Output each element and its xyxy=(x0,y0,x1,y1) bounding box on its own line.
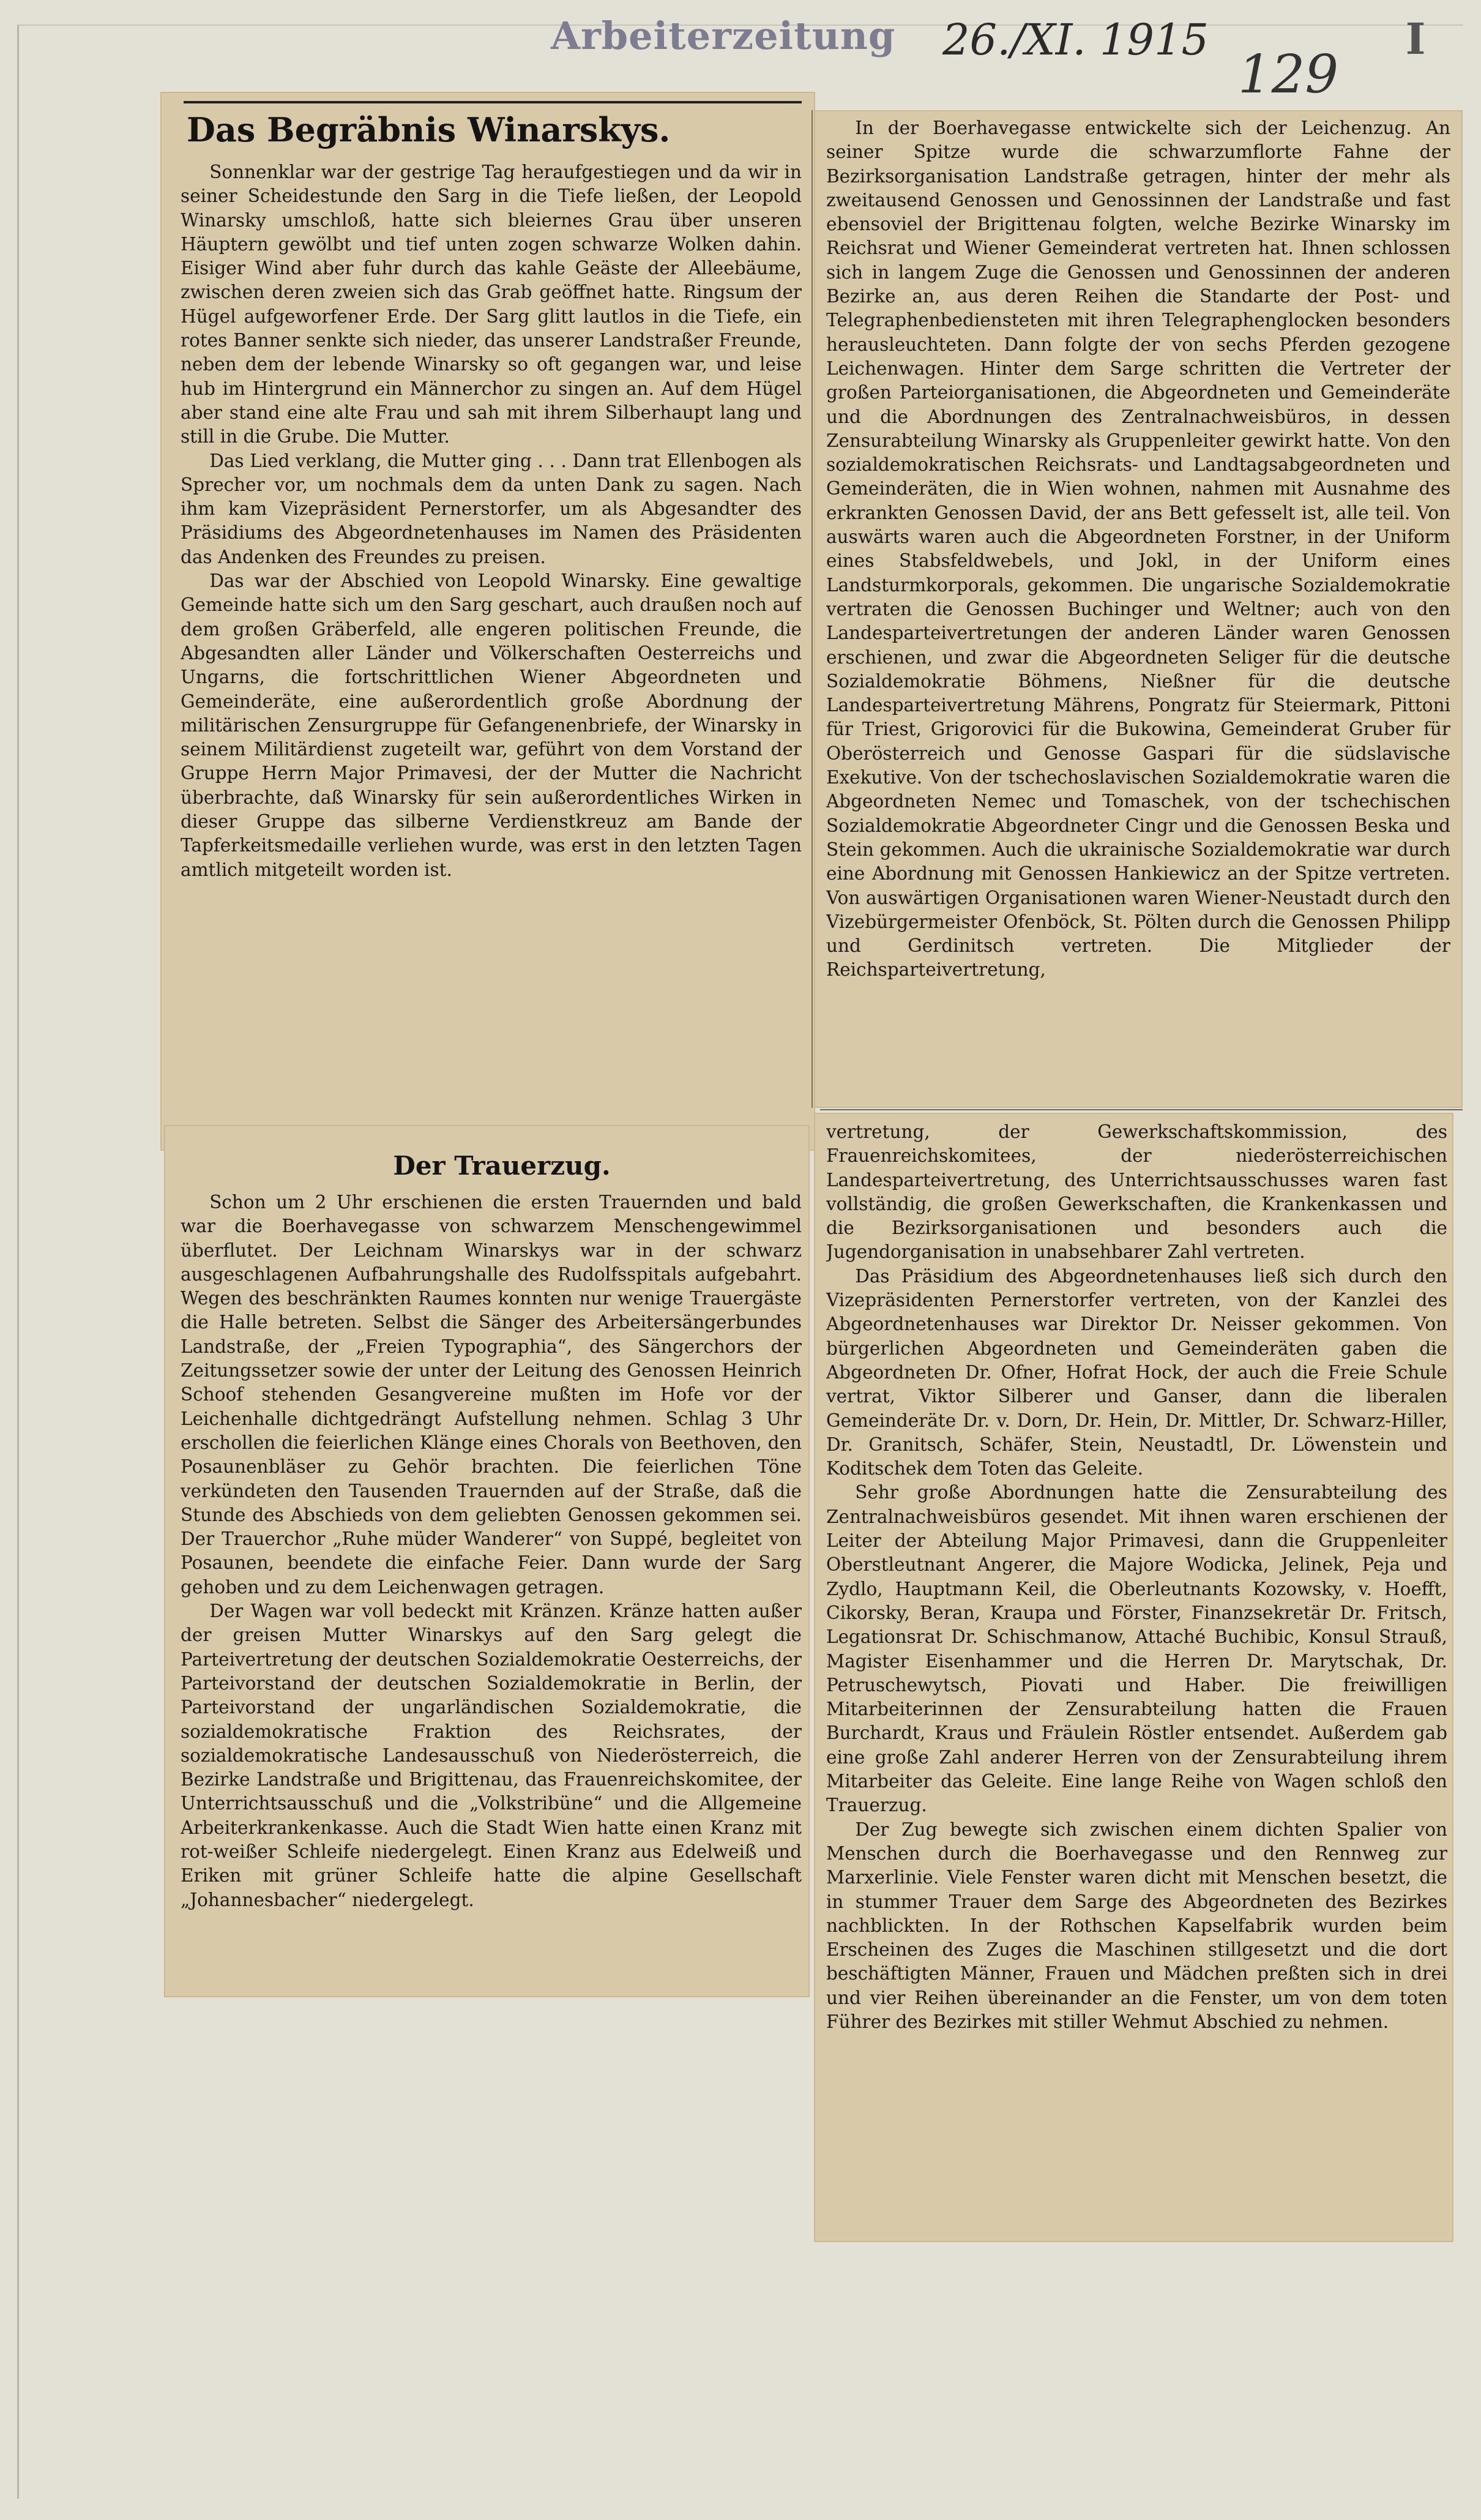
folio-mark: I xyxy=(1405,13,1426,64)
paragraph: Das war der Abschied von Leopold Winarsky. Eine gewaltige Gemeinde hatte sich um den Sarg geschart, auch draußen noch auf dem großen Gräberfeld, alle engeren politischen Freunde, die Abgesandten aller Länder und Völkerschaften Oesterreichs und Ungarns, die fortschrittlichen Wiener Abgeordneten und Gemeinderäte, eine außerordentlich große Abordnung der militärischen Zensurgruppe für Gefangenenbriefe, der Winarsky in seinem Militärdienst zugeteilt war, geführt von dem Vorstand der Gruppe Herrn Major Primavesi, der der Mutter die Nachricht überbrachte, daß Winarsky für sein außerordentliches Wirken in dieser Gruppe das silberne Verdienstkreuz am Bande der Tapferkeitsmedaille verliehen wurde, was erst in den letzten Tagen amtlich mitgeteilt worden ist. xyxy=(181,570,802,880)
article-column-3 xyxy=(826,116,1450,1102)
paragraph: Das Lied verklang, die Mutter ging . . . Dann trat Ellenbogen als Sprecher vor, um nochmals dem da unten Dank zu sagen. Nach ihm kam Vizepräsident Pernerstorfer, um als Abgesandter des Präsidiums des Abgeordnetenhauses im Namen des Präsidenten das Andenken des Freundes zu preisen. xyxy=(181,450,802,567)
section-heading: Der Trauerzug. xyxy=(393,1151,611,1181)
paragraph: Der Zug bewegte sich zwischen einem dichten Spalier von Menschen durch die Boerhavegasse und den Rennweg zur Marxerlinie. Viele Fenster waren dicht mit Menschen besetzt, die in stummer Trauer dem Sarge des Abgeordneten des Bezirkes nachblickten. In der Rothschen Kapselfabrik wurden beim Erscheinen des Zuges die Maschinen stillgesetzt und die dort beschäftigten Männer, Frauen und Mädchen preßten sich in drei und vier Reihen übereinander an die Fenster, um von dem toten Führer des Bezirkes mit stiller Wehmut Abschied zu nehmen. xyxy=(826,1819,1447,2032)
handwritten-date: 26./XI. 1915 xyxy=(942,15,1209,65)
paragraph: vertretung, der Gewerkschaftskommission, des Frauenreichskomitees, der niederösterreichischen Landesparteivertretung, des Unterrichtsausschusses waren fast vollständig, die großen Gewerkschaften, die Krankenkassen und die Bezirksorganisationen und besonders auch die Jugendorganisation in unabsehbarer Zahl vertreten. xyxy=(826,1121,1447,1263)
paragraph: Sonnenklar war der gestrige Tag heraufgestiegen und da wir in seiner Scheidestunde den Sarg in die Tiefe ließen, der Leopold Winarsky umschloß, hatte sich bleiernes Grau über unseren Häuptern gewölbt und tief unten zogen schwarze Wolken dahin. Eisiger Wind aber fuhr durch das kahle Geäste der Alleebäume, zwischen deren zweien sich das Grab geöffnet hatte. Ringsum der Hügel aufgeworfener Erde. Der Sarg glitt lautlos in die Tiefe, ein rotes Banner senkte sich nieder, das unserer Landstraßer Freunde, neben dem der lebende Winarsky so oft gegangen war, und leise hub im Hintergrund ein Männerchor zu singen an. Auf dem Hügel aber stand eine alte Frau und sah mit ihrem Silberhaupt lang und still in die Grube. Die Mutter. xyxy=(181,162,802,447)
paragraph: Der Wagen war voll bedeckt mit Kränzen. Kränze hatten außer der greisen Mutter Winarskys auf den Sarg gelegt die Parteivertretung der deutschen Sozialdemokratie Oesterreichs, der Parteivorstand der deutschen Sozialdemokratie in Berlin, der Parteivorstand der ungarländischen Sozialdemokratie, die sozialdemokratische Fraktion des Reichsrates, der sozialdemokratische Landesausschuß von Niederösterreich, die Bezirke Landstraße und Brigittenau, das Frauenreichskomitee, der Unterrichtsausschuß und die „Volkstribüne“ und die Allgemeine Arbeiterkrankenkasse. Auch die Stadt Wien hatte einen Kranz mit rot-weißer Schleife niedergelegt. Einen Kranz aus Edelweiß und Eriken mit grüner Schleife hatte die alpine Gesellschaft „Johannesbacher“ niedergelegt. xyxy=(181,1601,802,1910)
column-rule xyxy=(811,110,813,1108)
article-title: Das Begräbnis Winarskys. xyxy=(187,110,671,149)
paragraph: Das Präsidium des Abgeordnetenhauses ließ sich durch den Vizepräsidenten Pernerstorfer vertreten, von der Kanzlei des Abgeordnetenhauses war Direktor Dr. Neisser gekommen. Von bürgerlichen Abgeordneten und Gemeinderäten gaben die Abgeordneten Dr. Ofner, Hofrat Hock, der auch die Freie Schule vertrat, Viktor Silberer und Ganser, dann die liberalen Gemeinderäte Dr. v. Dorn, Dr. Hein, Dr. Mittler, Dr. Schwarz-Hiller, Dr. Granitsch, Schäfer, Stein, Neustadtl, Dr. Löwenstein und Koditschek dem Toten das Geleite. xyxy=(826,1265,1447,1479)
paragraph: Sehr große Abordnungen hatte die Zensurabteilung des Zentralnachweisbüros gesendet. Mit ihnen waren erschienen der Leiter der Abteilung Major Primavesi, dann die Gruppenleiter Oberstleutnant Angerer, die Majore Wodicka, Jelinek, Peja und Zydlo, Hauptmann Keil, die Oberleutnants Kozowsky, v. Hoefft, Cikorsky, Beran, Kraupa und Förster, Finanzsekretär Dr. Fritsch, Legationsrat Dr. Schischmanow, Attaché Buchibic, Konsul Strauß, Magister Eisenhammer und die Herren Dr. Marytschak, Dr. Petruschewytsch, Piovati und Haber. Die freiwilligen Mitarbeiterinnen der Zensurabteilung hatten die Frauen Burchardt, Kraus und Fräulein Röstler entsendet. Außerdem gab eine große Zahl anderer Herren von der Zensurabteilung ihrem Mitarbeiter das Geleite. Eine lange Reihe von Wagen schloß den Trauerzug. xyxy=(826,1482,1447,1816)
handwritten-number: 129 xyxy=(1237,44,1339,105)
paragraph: Schon um 2 Uhr erschienen die ersten Trauernden und bald war die Boerhavegasse von schwarzem Menschengewimmel überflutet. Der Leichnam Winarskys war in der schwarz ausgeschlagenen Aufbahrungshalle des Rudolfsspitals aufgebahrt. Wegen des beschränkten Raumes konnten nur wenige Trauergäste die Halle betreten. Selbst die Sänger des Arbeitersängerbundes Landstraße, der „Freien Typographia“, des Sängerchors der Zeitungssetzer sowie der unter der Leitung des Genossen Heinrich Schoof stehenden Gesangvereine mußten im Hofe vor der Leichenhalle dichtgedrängt Aufstellung nehmen. Schlag 3 Uhr erschollen die feierlichen Klänge eines Chorals von Beethoven, den Posaunenbläser zu Gehör brachten. Die feierlichen Töne verkündeten den Tausenden Trauernden auf der Straße, daß die Stunde des Abschieds von dem geliebten Genossen gekommen sei. Der Trauerchor „Ruhe müder Wanderer“ von Suppé, begleitet von Posaunen, beendete die einfache Feier. Dann wurde der Sarg gehoben und zu dem Leichenwagen getragen. xyxy=(181,1192,802,1598)
cut-line xyxy=(820,1109,1463,1110)
article-column-4 xyxy=(826,1120,1447,2237)
article-column-1 xyxy=(181,160,802,1152)
article-column-2 xyxy=(181,1191,802,1992)
headline-rule xyxy=(184,101,802,103)
newspaper-stamp: Arbeiterzeitung xyxy=(551,13,896,58)
paragraph: In der Boerhavegasse entwickelte sich der Leichenzug. An seiner Spitze wurde die schwarzumflorte Fahne der Bezirksorganisation Landstraße getragen, hinter der mehr als zweitausend Genossen und Genossinnen der Landstraße und fast ebensoviel der Brigittenau folgten, welche Bezirke Winarsky im Reichsrat und Wiener Gemeinderat vertreten hat. Ihnen schlossen sich in langem Zuge die Genossen und Genossinnen der anderen Bezirke an, aus deren Reihen die Standarte der Post- und Telegraphenbediensteten mit ihren Telegraphenglocken besonders herausleuchteten. Dann folgte der von sechs Pferden gezogene Leichenwagen. Hinter dem Sarge schritten die Vertreter der großen Parteiorganisationen, die Abgeordneten und Gemeinderäte und die Abordnungen des Zentralnachweisbüros, in dessen Zensurabteilung Winarsky als Gruppenleiter gewirkt hatte. Von den sozialdemokratischen Reichsrats- und Landtagsabgeordneten und Gemeinderäten, die in Wien wohnen, nahmen mit Ausnahme des erkrankten Genossen David, der ans Bett gefesselt ist, alle teil. Von auswärts waren auch die Abgeordneten Forstner, in der Uniform eines Stabsfeldwebels, und Jokl, in der Uniform eines Landsturmkorporals, gekommen. Die ungarische Sozialdemokratie vertraten die Genossen Buchinger und Weltner; auch von den Landesparteivertretungen der anderen Länder waren Genossen erschienen, und zwar die Abgeordneten Seliger für die deutsche Sozialdemokratie Böhmens, Nießner für die deutsche Landesparteivertretung Mährens, Pongratz für Steiermark, Pittoni für Triest, Grigorovici für die Bukowina, Gemeinderat Gruber für Oberösterreich und Genosse Gaspari für die südslavische Exekutive. Von der tschechoslavischen Sozialdemokratie waren die Abgeordneten Nemec und Tomaschek, von der tschechischen Sozialdemokratie Abgeordneter Cingr und die Genossen Beska und Stein gekommen. Auch die ukrainische Sozialdemokratie war durch eine Abordnung mit Genossen Hankiewicz an der Spitze vertreten. Von auswärtigen Organisationen waren Wiener-Neustadt durch den Vizebürgermeister Ofenböck, St. Pölten durch die Genossen Philipp und Gerdinitsch vertreten. Die Mitglieder der Reichsparteivertretung, xyxy=(826,118,1450,981)
